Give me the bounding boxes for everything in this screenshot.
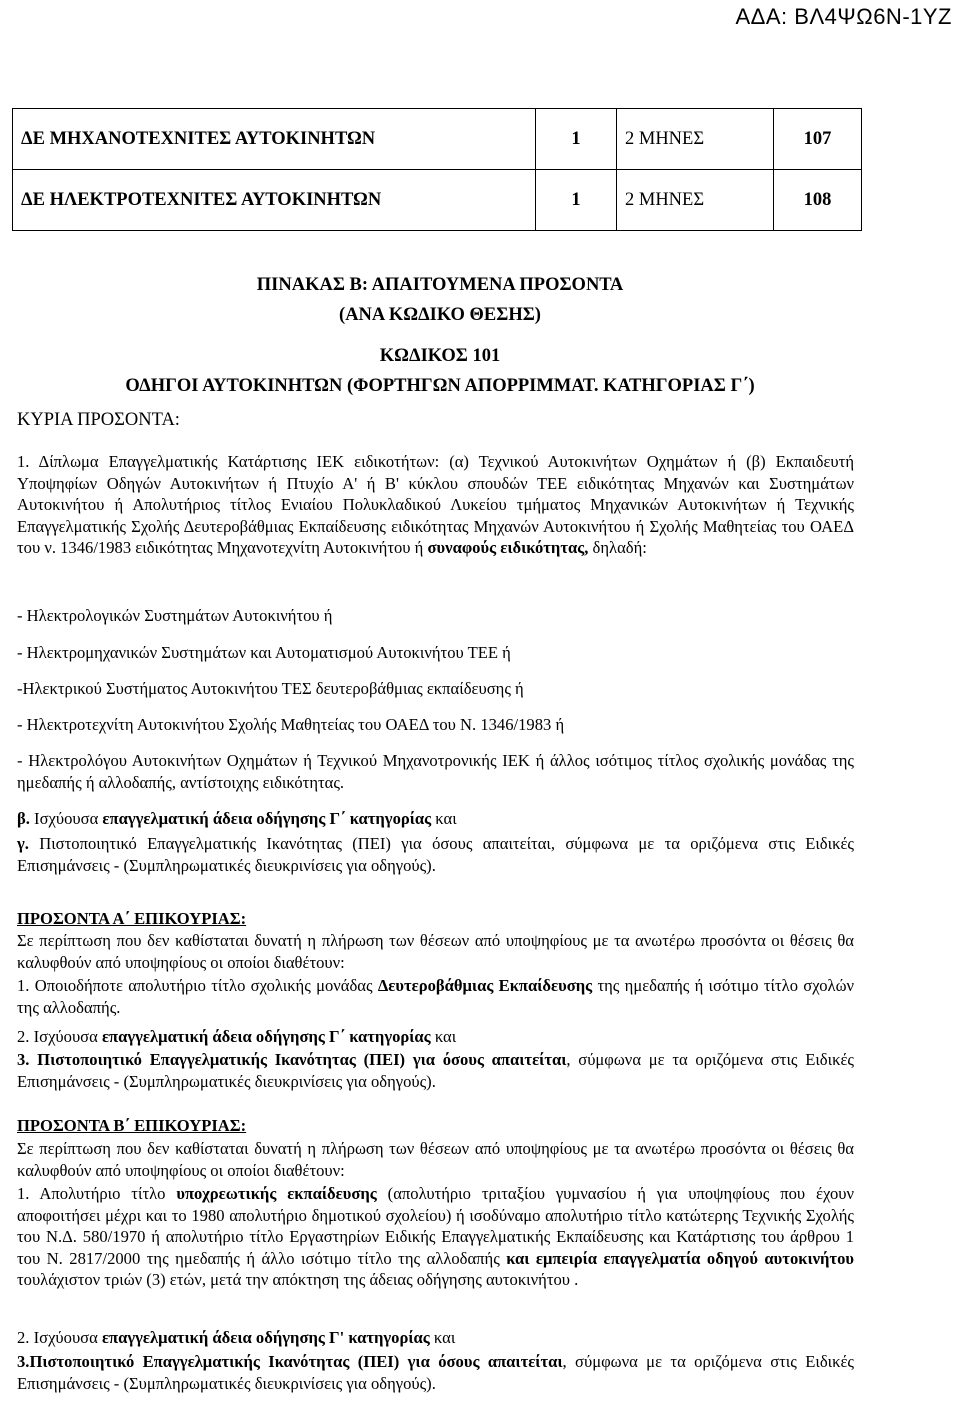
aux-a-item1: 1. Οποιοδήποτε απολυτήριο τίτλο σχολικής μονάδας Δευτεροβάθμιας Εκπαίδευσης της ημεδαπής ή ισότιμο τίτλο σχολών της αλλοδαπής. — [17, 976, 854, 1017]
aux-a-heading: ΠΡΟΣΟΝΤΑ Α΄ ΕΠΙΚΟΥΡΙΑΣ: — [17, 909, 247, 928]
aux-a-item2: 2. Ισχύουσα επαγγελματική άδεια οδήγησης Γ΄ κατηγορίας και — [17, 1027, 457, 1046]
aux-b-heading: ΠΡΟΣΟΝΤΑ Β΄ ΕΠΙΚΟΥΡΙΑΣ: — [17, 1116, 247, 1135]
specialty-cell: ΔΕ ΗΛΕΚΤΡΟΤΕΧΝΙΤΕΣ ΑΥΤΟΚΙΝΗΤΩΝ — [13, 170, 536, 231]
aux-a-item3: 3. Πιστοποιητικό Επαγγελματικής Ικανότητας (ΠΕΙ) για όσους απαιτείται, σύμφωνα με τα οριζόμενα στις Ειδικές Επισημάνσεις - (Συμπληρωματικές διευκρινίσεις για οδηγούς). — [17, 1050, 854, 1091]
table-row — [13, 170, 862, 231]
position-title: ΟΔΗΓΟΙ ΑΥΤΟΚΙΝΗΤΩΝ (ΦΟΡΤΗΓΩΝ ΑΠΟΡΡΙΜΜΑΤ. ΚΑΤΗΓΟΡΙΑΣ Γ΄) — [125, 376, 755, 396]
duration-cell: 2 ΜΗΝΕΣ — [617, 170, 774, 231]
table-b-header — [30, 270, 850, 330]
dash-item: -Ηλεκτρικού Συστήματος Αυτοκινήτου ΤΕΣ δευτεροβάθμιας εκπαίδευσης ή — [17, 679, 524, 698]
aux-a-intro: Σε περίπτωση που δεν καθίσταται δυνατή η πλήρωση των θέσεων από υποψηφίους με τα ανωτέρω προσόντα οι θέσεις θα καλυφθούν από υποψηφίους οι οποίοι διαθέτουν: — [17, 931, 854, 972]
aux-b-item3: 3.Πιστοποιητικό Επαγγελματικής Ικανότητας (ΠΕΙ) για όσους απαιτείται, σύμφωνα με τα οριζόμενα στις Ειδικές Επισημάνσεις - (Συμπληρωματικές διευκρινίσεις για οδηγούς). — [17, 1352, 854, 1393]
main-quals-gamma: γ. Πιστοποιητικό Επαγγελματικής Ικανότητας (ΠΕΙ) για όσους απαιτείται, σύμφωνα με τα οριζόμενα στις Ειδικές Επισημάνσεις - (Συμπληρωματικές διευκρινίσεις για οδηγούς). — [17, 834, 854, 875]
position-code-header — [30, 341, 850, 401]
positions-table — [12, 108, 862, 231]
specialty-cell: ΔΕ ΜΗΧΑΝΟΤΕΧΝΙΤΕΣ ΑΥΤΟΚΙΝΗΤΩΝ — [13, 109, 536, 170]
duration-cell: 2 ΜΗΝΕΣ — [617, 109, 774, 170]
aux-b-item1: 1. Απολυτήριο τίτλο υποχρεωτικής εκπαίδευσης (απολυτήριο τριταξίου γυμνασίου ή για υποψηφίους που έχουν αποφοιτήσει μέχρι και το 1980 απολυτήριο δημοτικού σχολείου) ή ισοδύναμο απολυτήριο τίτλο κατώτερης Τεχνικής Σχολής του Ν.Δ. 580/1970 ή απολυτήριο τίτλο Εργαστηρίων Ειδικής Επαγγελματικής Εκπαίδευσης και Κατάρτισης του άρθρου 1 του Ν. 2817/2000 της ημεδαπής ή άλλο ισότιμο τίτλο της αλλοδαπής και εμπειρία επαγγελματία οδηγού αυτοκινήτου τουλάχιστον τριών (3) ετών, μετά την απόκτηση της άδειας οδήγησης αυτοκινήτου . — [17, 1184, 854, 1289]
table-b-subtitle: (ΑΝΑ ΚΩΔΙΚΟ ΘΕΣΗΣ) — [339, 305, 541, 325]
main-quals-heading: ΚΥΡΙΑ ΠΡΟΣΟΝΤΑ: — [17, 410, 180, 430]
aux-b-intro: Σε περίπτωση που δεν καθίσταται δυνατή η πλήρωση των θέσεων από υποψηφίους με τα ανωτέρω προσόντα οι θέσεις θα καλυφθούν από υποψηφίους οι οποίοι διαθέτουν: — [17, 1139, 854, 1180]
dash-item: - Ηλεκτρομηχανικών Συστημάτων και Αυτοματισμού Αυτοκινήτου ΤΕΕ ή — [17, 643, 511, 662]
count-cell: 1 — [536, 109, 617, 170]
table-row — [13, 109, 862, 170]
dash-item: - Ηλεκτρολογικών Συστημάτων Αυτοκινήτου ή — [17, 606, 333, 625]
position-code: ΚΩΔΙΚΟΣ 101 — [379, 346, 501, 366]
main-quals-item1: 1. Δίπλωμα Επαγγελματικής Κατάρτισης ΙΕΚ ειδικοτήτων: (α) Τεχνικού Αυτοκινήτων Οχημάτων ή (β) Εκπαιδευτή Υποψηφίων Οδηγών Αυτοκινήτων ή Πτυχίο Α' ή Β' κύκλου σπουδών ΤΕΕ ειδικότητας Μηχανών και Συστημάτων Αυτοκινήτου ή Απολυτήριος τίτλος Ενιαίου Πολυκλαδικού Λυκείου τμήματος Μηχανικών Αυτοκινήτων ή Τεχνικής Επαγγελματικής Σχολής Δευτεροβάθμιας Εκπαίδευσης ειδικότητας Μηχανών Αυτοκινήτου ή Σχολής Μαθητείας του ΟΑΕΔ του ν. 1346/1983 ειδικότητας Μηχανοτεχνίτη Αυτοκινήτου ή συναφούς ειδικότητας, δηλαδή: — [17, 452, 854, 557]
code-cell: 107 — [774, 109, 862, 170]
count-cell: 1 — [536, 170, 617, 231]
dash-item: - Ηλεκτροτεχνίτη Αυτοκινήτου Σχολής Μαθητείας του ΟΑΕΔ του Ν. 1346/1983 ή — [17, 715, 565, 734]
dash-item: - Ηλεκτρολόγου Αυτοκινήτων Οχημάτων ή Τεχνικού Μηχανοτρονικής ΙΕΚ ή άλλος ισότιμος τίτλος σχολικής μονάδας της ημεδαπής ή αλλοδαπής, αντίστοιχης ειδικότητας. — [17, 751, 854, 792]
aux-b-item2: 2. Ισχύουσα επαγγελματική άδεια οδήγησης Γ' κατηγορίας και — [17, 1328, 456, 1347]
code-cell: 108 — [774, 170, 862, 231]
main-quals-beta: β. Ισχύουσα επαγγελματική άδεια οδήγησης Γ΄ κατηγορίας και — [17, 809, 457, 828]
ada-code: ΑΔΑ: ΒΛ4ΨΩ6Ν-1ΥΖ — [735, 4, 952, 29]
table-b-title: ΠΙΝΑΚΑΣ Β: ΑΠΑΙΤΟΥΜΕΝΑ ΠΡΟΣΟΝΤΑ — [256, 275, 624, 295]
